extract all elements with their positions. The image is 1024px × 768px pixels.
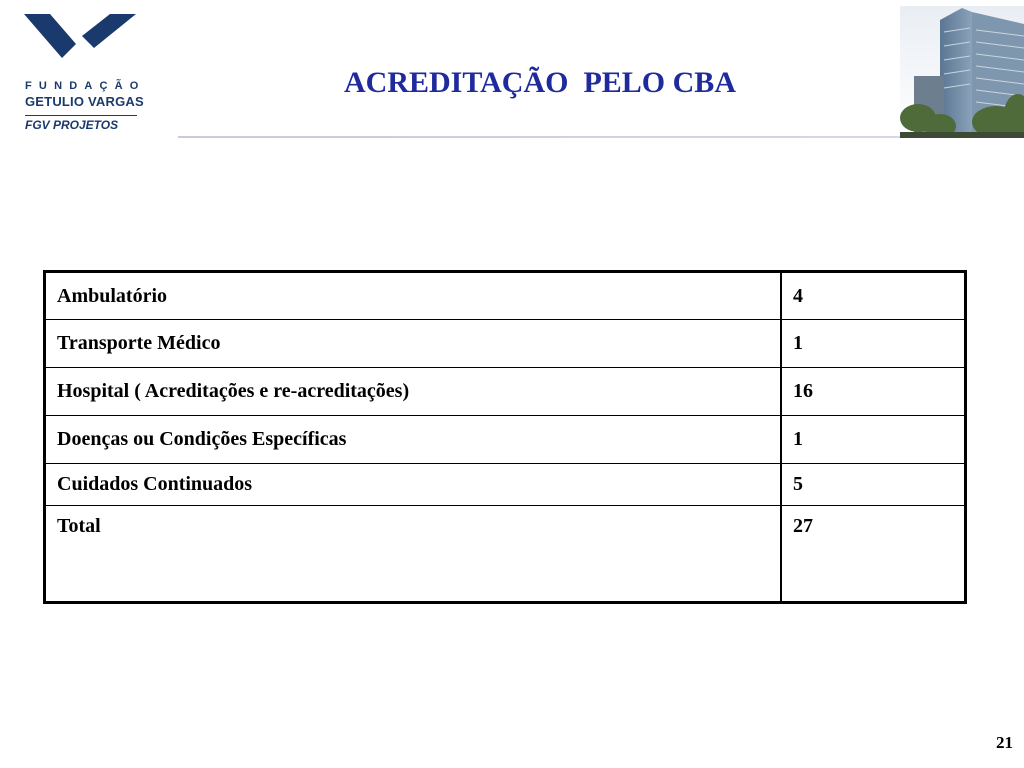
logo-text-fgv-projetos: FGV PROJETOS <box>25 118 119 132</box>
row-value: 4 <box>781 272 966 320</box>
row-label: Ambulatório <box>45 272 782 320</box>
building-photo-icon <box>900 6 1024 138</box>
row-value: 5 <box>781 464 966 506</box>
table-row <box>45 368 966 416</box>
total-label: Total <box>45 506 782 603</box>
table-total-row <box>45 506 966 603</box>
header-divider <box>178 136 906 138</box>
table-row <box>45 416 966 464</box>
table-row <box>45 272 966 320</box>
page-number: 21 <box>996 733 1013 752</box>
row-value: 16 <box>781 368 966 416</box>
fgv-v-mark-icon <box>24 14 136 60</box>
logo-text-fundacao: FUNDAÇÃO <box>25 80 146 92</box>
fgv-logo <box>22 14 146 142</box>
row-label: Transporte Médico <box>45 320 782 368</box>
row-label: Doenças ou Condições Específicas <box>45 416 782 464</box>
page-title: ACREDITAÇÃO PELO CBA <box>344 66 736 99</box>
accreditation-table <box>43 270 967 604</box>
row-value: 1 <box>781 320 966 368</box>
row-label: Hospital ( Acreditações e re-acreditações) <box>45 368 782 416</box>
logo-divider <box>25 115 137 116</box>
row-label: Cuidados Continuados <box>45 464 782 506</box>
table-row <box>45 464 966 506</box>
table-row <box>45 320 966 368</box>
total-value: 27 <box>781 506 966 603</box>
row-value: 1 <box>781 416 966 464</box>
logo-text-getulio-vargas: GETULIO VARGAS <box>25 94 144 109</box>
